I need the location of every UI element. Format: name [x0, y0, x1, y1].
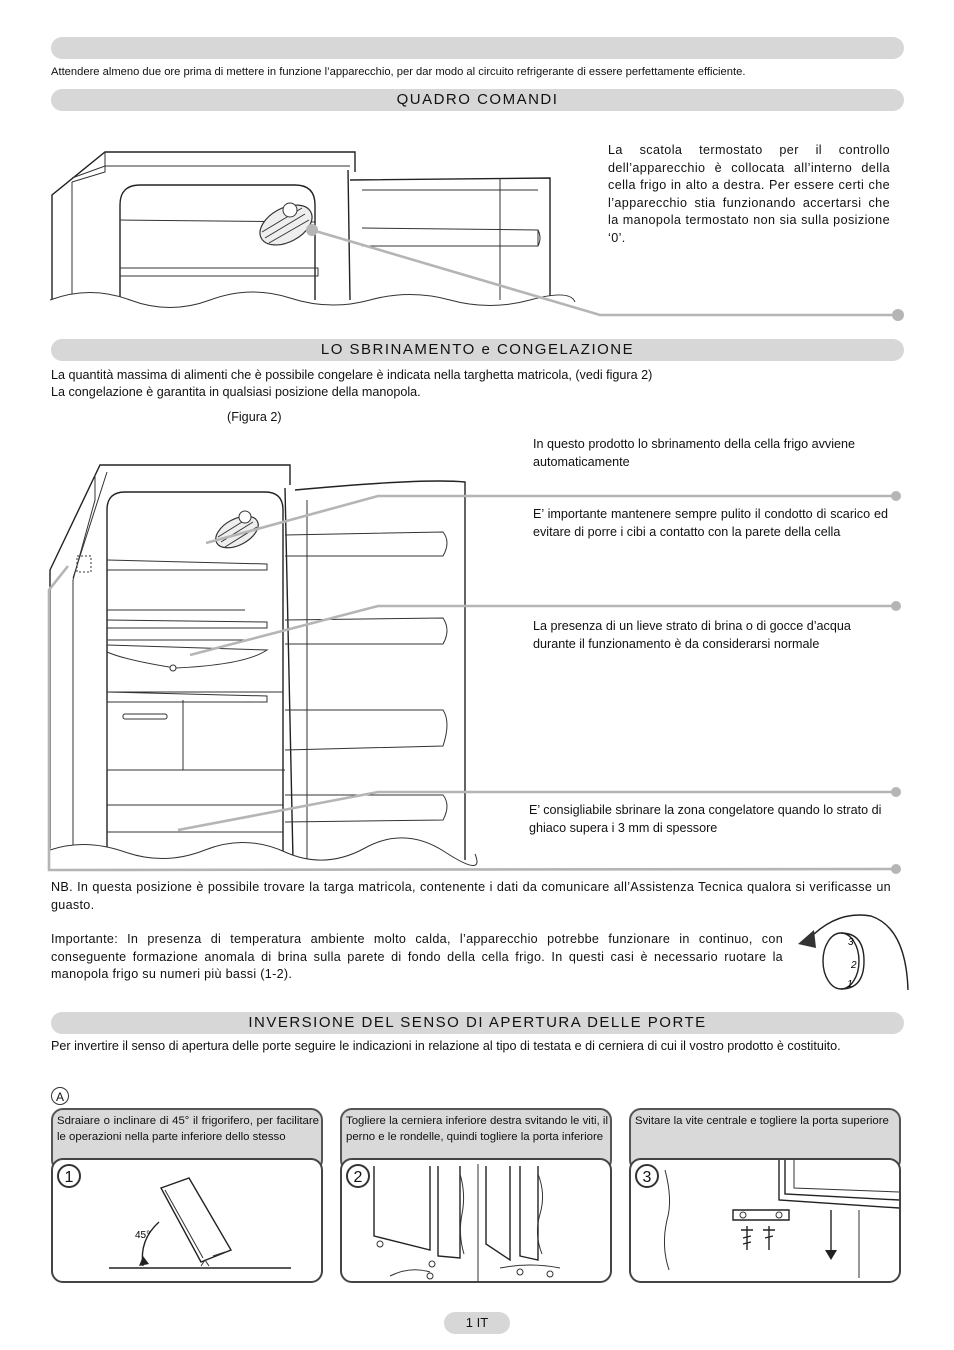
defrost-callout-4: E’ consigliabile sbrinare la zona congelatore quando lo strato di ghiaco supera i 3 mm di spessore: [529, 803, 882, 835]
step-2-text: Togliere la cerniera inferiore destra svitando le viti, il perno e le rondelle, quindi togliere la porta inferiore: [346, 1115, 608, 1143]
defrost-line2: La congelazione è garantita in qualsiasi posizione della manopola.: [51, 385, 421, 399]
section-title-reversal: INVERSIONE DEL SENSO DI APERTURA DELLE PORTE: [51, 1012, 904, 1034]
step-3-text: Svitare la vite centrale e togliere la porta superiore: [635, 1115, 889, 1127]
variant-label: A: [51, 1087, 69, 1105]
reversal-description: Per invertire il senso di apertura delle porte seguire le indicazioni in relazione al tipo di testata e di cerniera di cui il vostro prodotto è costituito.: [51, 1039, 841, 1053]
nb-note: NB. In questa posizione è possibile trovare la targa matricola, contenente i dati da comunicare all’Assistenza Tecnica qualora si verificasse un guasto.: [51, 880, 891, 912]
section-title-controls: QUADRO COMANDI: [51, 89, 904, 111]
step-1-number: 1: [57, 1164, 81, 1188]
defrost-callout-2: E’ importante mantenere sempre pulito il condotto di scarico ed evitare di porre i cibi a contatto con la parete della cella: [533, 507, 888, 539]
knob-number-1: 1: [847, 979, 853, 990]
top-door-removal-illustration: [659, 1160, 899, 1278]
important-note: Importante: In presenza di temperatura ambiente molto calda, l’apparecchio potrebbe funzionare in continuo, con conseguente formazione anomala di brina sulla parete di fondo della cella frigo. In questi casi è necessario ruotare la manopola frigo su numeri più bassi (1-2).: [51, 932, 783, 981]
step-3-number: 3: [635, 1164, 659, 1188]
knob-number-3: 3: [848, 937, 854, 948]
step-1-text: Sdraiare o inclinare di 45° il frigorifero, per facilitare le operazioni nella parte inferiore dello stesso: [57, 1115, 319, 1143]
intro-note: Attendere almeno due ore prima di mettere in funzione l’apparecchio, per dar modo al circuito refrigerante di essere perfettamente efficiente.: [51, 66, 746, 78]
step-2-number: 2: [346, 1164, 370, 1188]
knob-icon: [796, 908, 920, 998]
section-title-defrost: LO SBRINAMENTO e CONGELAZIONE: [51, 339, 904, 361]
angle-label: 45°: [135, 1230, 151, 1241]
figure-label: (Figura 2): [227, 410, 282, 424]
defrost-callout-3: La presenza di un lieve strato di brina o di gocce d’acqua durante il funzionamento è da considerarsi normale: [533, 619, 851, 651]
page-number: 1 IT: [444, 1312, 510, 1334]
controls-description: La scatola termostato per il controllo dell’apparecchio è collocata all’interno della cella frigo in alto a destra. Per essere certi che l’apparecchio stia funzionando accertarsi che la manopola termostato non sia sulla posizione ‘0’.: [608, 143, 890, 245]
step-panel-1: [51, 1108, 323, 1283]
defrost-callout-1: In questo prodotto lo sbrinamento della cella frigo avviene automaticamente: [533, 437, 856, 469]
step-panel-3: [629, 1108, 901, 1283]
defrost-line1: La quantità massima di alimenti che è possibile congelare è indicata nella targhetta matricola, (vedi figura 2): [51, 368, 653, 382]
step-panel-2: [340, 1108, 612, 1283]
knob-number-2: 2: [851, 960, 857, 971]
tilted-fridge-illustration: [101, 1170, 301, 1278]
hinge-removal-illustration: [370, 1164, 610, 1282]
